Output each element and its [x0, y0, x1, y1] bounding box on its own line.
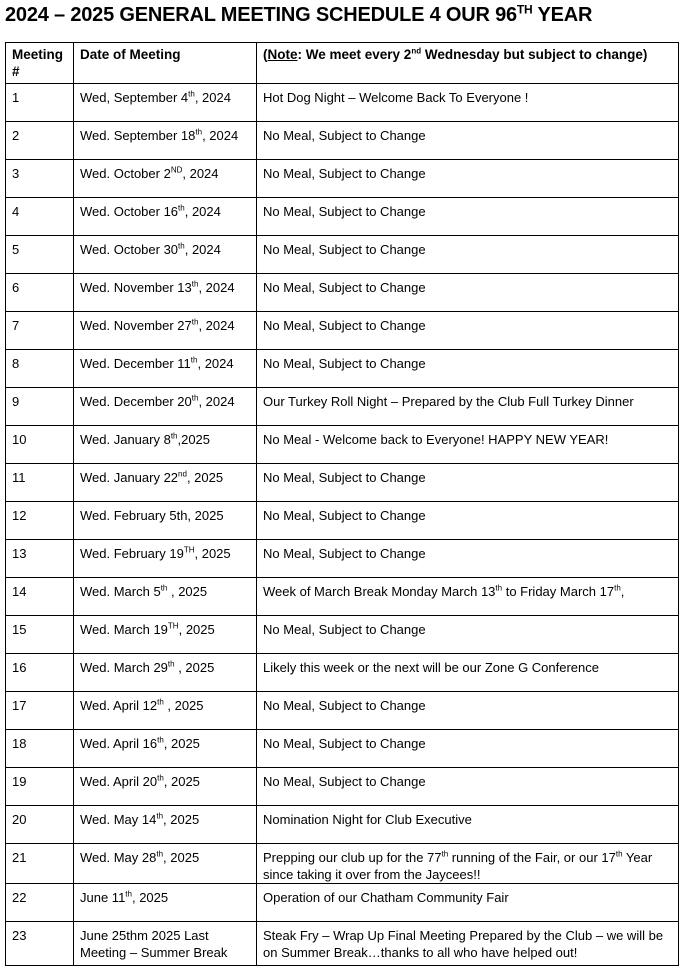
meeting-date-cell-sup: th — [170, 431, 178, 441]
meeting-note-cell — [257, 274, 679, 312]
meeting-note-cell — [257, 922, 679, 966]
meeting-date-cell-text: Wed. February 5th, 2025 — [80, 508, 224, 523]
meeting-date-cell — [74, 578, 257, 616]
meeting-note-cell-text: Year since taking it over from the Jaycees!! — [263, 850, 653, 882]
meeting-note-cell — [257, 160, 679, 198]
meeting-date-cell-text: Wed. December 20 — [80, 394, 192, 409]
meeting-note-cell — [257, 768, 679, 806]
meeting-note-cell-text: No Meal, Subject to Change — [263, 546, 426, 561]
meeting-number-cell: 9 — [6, 388, 74, 426]
table-row — [6, 160, 679, 198]
meeting-date-cell-text: Wed. October 30 — [80, 242, 179, 257]
meeting-date-cell — [74, 464, 257, 502]
meeting-date-cell-sup: th — [167, 659, 175, 669]
meeting-note-cell — [257, 122, 679, 160]
meeting-number-cell: 11 — [6, 464, 74, 502]
meeting-date-cell — [74, 616, 257, 654]
meeting-note-cell — [257, 350, 679, 388]
meeting-date-cell-text: , 2024 — [198, 280, 235, 295]
meeting-note-cell-text: Prepping our club up for the 77 — [263, 850, 442, 865]
meeting-date-cell-sup: th — [157, 735, 164, 745]
table-row — [6, 350, 679, 388]
meeting-date-cell-text: , 2024 — [198, 394, 235, 409]
meeting-date-cell-sup: th — [125, 889, 132, 899]
meeting-note-cell — [257, 692, 679, 730]
meeting-number-cell: 18 — [6, 730, 74, 768]
meeting-date-cell — [74, 160, 257, 198]
meeting-number-cell: 17 — [6, 692, 74, 730]
title-end: YEAR — [532, 4, 593, 26]
meeting-date-cell — [74, 730, 257, 768]
meeting-date-cell-text: , 2025 — [178, 622, 215, 637]
meeting-date-cell-text: Wed, September 4 — [80, 90, 189, 105]
meeting-date-cell — [74, 692, 257, 730]
meeting-note-cell-text: No Meal, Subject to Change — [263, 318, 426, 333]
meeting-date-cell — [74, 654, 257, 692]
meeting-date-cell-text: , 2025 — [131, 890, 169, 905]
meeting-note-cell-sup: th — [495, 583, 503, 593]
meeting-date-cell-text: Wed. December 11 — [80, 356, 191, 371]
table-row — [6, 806, 679, 844]
meeting-date-cell-text: Wed. October 16 — [80, 204, 179, 219]
meeting-date-cell-text: , 2025 — [194, 546, 231, 561]
meeting-date-cell-sup: th — [191, 279, 199, 289]
meeting-note-cell-text: No Meal, Subject to Change — [263, 698, 426, 713]
table-row — [6, 464, 679, 502]
meeting-date-cell-sup: TH — [167, 621, 179, 631]
meeting-date-cell-text: , 2024 — [197, 356, 234, 371]
meeting-date-cell — [74, 502, 257, 540]
header-note-sup: nd — [411, 46, 422, 56]
meeting-date-cell — [74, 768, 257, 806]
meeting-number-cell: 5 — [6, 236, 74, 274]
table-row — [6, 578, 679, 616]
meeting-number-cell: 19 — [6, 768, 74, 806]
meeting-date-cell-text: Wed. November 27 — [80, 318, 192, 333]
meeting-note-cell-text: to Friday March 17 — [502, 584, 615, 599]
meeting-note-cell — [257, 844, 679, 884]
meeting-date-cell-sup: th — [156, 811, 164, 821]
table-row — [6, 730, 679, 768]
header-note-open: ( — [263, 47, 268, 62]
meeting-date-cell-sup: th — [191, 393, 199, 403]
meeting-date-cell-text: Wed. January 8 — [80, 432, 171, 447]
meeting-number-cell: 22 — [6, 884, 74, 922]
meeting-date-cell-text: Wed. February 19 — [80, 546, 184, 561]
meeting-number-cell: 3 — [6, 160, 74, 198]
meeting-date-cell-text: Wed. May 14 — [80, 812, 157, 827]
meeting-note-cell — [257, 616, 679, 654]
meeting-date-cell-text: , 2024 — [184, 242, 221, 257]
meeting-note-cell-text: Week of March Break Monday March 13 — [263, 584, 496, 599]
table-body — [6, 84, 679, 966]
table-row — [6, 122, 679, 160]
meeting-note-cell-text: No Meal, Subject to Change — [263, 280, 426, 295]
meeting-date-cell-text: , 2025 — [163, 774, 200, 789]
table-row — [6, 84, 679, 122]
meeting-number-cell: 15 — [6, 616, 74, 654]
table-row — [6, 274, 679, 312]
meeting-note-cell-text: No Meal, Subject to Change — [263, 774, 426, 789]
meeting-date-cell-text: , 2024 — [202, 128, 239, 143]
meeting-note-cell — [257, 502, 679, 540]
meeting-note-cell-text: Likely this week or the next will be our Zone G Conference — [263, 660, 600, 675]
meeting-date-cell — [74, 350, 257, 388]
meeting-note-cell — [257, 654, 679, 692]
table-row — [6, 198, 679, 236]
meeting-schedule-table — [5, 42, 679, 966]
meeting-number-cell: 23 — [6, 922, 74, 966]
table-row — [6, 502, 679, 540]
meeting-date-cell — [74, 426, 257, 464]
header-meeting-number: Meeting # — [6, 43, 74, 84]
meeting-date-cell-sup: th — [157, 697, 164, 707]
table-row — [6, 692, 679, 730]
meeting-note-cell — [257, 388, 679, 426]
meeting-date-cell-text: , 2025 — [167, 584, 208, 599]
title-main: 2024 – 2025 GENERAL MEETING SCHEDULE 4 OUR 96 — [5, 4, 517, 26]
meeting-date-cell-text: Wed. March 29 — [80, 660, 168, 675]
meeting-note-cell-text: No Meal, Subject to Change — [263, 128, 426, 143]
meeting-note-cell-text: Operation of our Chatham Community Fair — [263, 890, 509, 905]
header-note — [257, 43, 679, 84]
table-row — [6, 654, 679, 692]
meeting-note-cell-text: No Meal, Subject to Change — [263, 508, 426, 523]
meeting-date-cell-sup: th — [191, 317, 199, 327]
page-title — [5, 4, 592, 27]
meeting-number-cell: 21 — [6, 844, 74, 884]
table-row — [6, 388, 679, 426]
meeting-note-cell-text: running of the Fair, or our 17 — [448, 850, 616, 865]
meeting-note-cell — [257, 426, 679, 464]
meeting-date-cell-sup: th — [178, 241, 185, 251]
meeting-date-cell-text: Wed. March 19 — [80, 622, 168, 637]
meeting-date-cell-text: , 2025 — [163, 812, 200, 827]
meeting-note-cell-text: Nomination Night for Club Executive — [263, 812, 472, 827]
meeting-note-cell-text: , — [620, 584, 625, 599]
meeting-date-cell-sup: th — [188, 89, 195, 99]
table-row — [6, 768, 679, 806]
meeting-number-cell: 20 — [6, 806, 74, 844]
title-sup: TH — [516, 2, 533, 17]
meeting-date-cell-sup: th — [156, 849, 164, 859]
meeting-date-cell-text: , 2025 — [163, 850, 200, 865]
meeting-date-cell-text: , 2025 — [186, 470, 224, 485]
meeting-date-cell-text: Wed. April 16 — [80, 736, 158, 751]
meeting-note-cell — [257, 884, 679, 922]
table-row — [6, 426, 679, 464]
meeting-number-cell: 2 — [6, 122, 74, 160]
meeting-date-cell — [74, 312, 257, 350]
header-note-label: Note — [267, 47, 298, 62]
table-row — [6, 312, 679, 350]
meeting-note-cell — [257, 84, 679, 122]
meeting-date-cell — [74, 806, 257, 844]
meeting-date-cell — [74, 844, 257, 884]
meeting-note-cell-text: Our Turkey Roll Night – Prepared by the Club Full Turkey Dinner — [263, 394, 634, 409]
meeting-date-cell-text: ,2025 — [177, 432, 211, 447]
meeting-date-cell — [74, 274, 257, 312]
meeting-date-cell-sup: th — [157, 773, 164, 783]
meeting-number-cell: 6 — [6, 274, 74, 312]
meeting-date-cell-text: Wed. January 22 — [80, 470, 179, 485]
meeting-date-cell-text: Wed. October 2 — [80, 166, 171, 181]
meeting-note-cell-text: No Meal, Subject to Change — [263, 470, 426, 485]
meeting-date-cell-sup: th — [195, 127, 203, 137]
meeting-date-cell-sup: nd — [178, 469, 187, 479]
meeting-date-cell-text: Wed. April 20 — [80, 774, 158, 789]
meeting-note-cell-text: No Meal, Subject to Change — [263, 356, 426, 371]
meeting-note-cell-text: No Meal - Welcome back to Everyone! HAPPY NEW YEAR! — [263, 432, 609, 447]
meeting-date-cell-text: , 2024 — [184, 204, 221, 219]
meeting-number-cell: 1 — [6, 84, 74, 122]
table-row — [6, 844, 679, 884]
meeting-note-cell — [257, 312, 679, 350]
header-note-post: Wednesday but subject to change) — [421, 47, 648, 62]
meeting-date-cell — [74, 122, 257, 160]
meeting-note-cell — [257, 806, 679, 844]
table-header-row — [6, 43, 679, 84]
meeting-date-cell-text: , 2025 — [163, 736, 200, 751]
meeting-date-cell-text: , 2024 — [198, 318, 235, 333]
meeting-date-cell-text: , 2024 — [194, 90, 231, 105]
meeting-note-cell-text: Steak Fry – Wrap Up Final Meeting Prepared by the Club – we will be on Summer Break…thanks to all who have helped out! — [263, 928, 664, 960]
meeting-date-cell-text: Wed. April 12 — [80, 698, 158, 713]
meeting-date-cell-sup: th — [160, 583, 168, 593]
meeting-date-cell — [74, 198, 257, 236]
meeting-note-cell-sup: th — [614, 583, 621, 593]
meeting-note-cell-text: No Meal, Subject to Change — [263, 166, 426, 181]
table-row — [6, 616, 679, 654]
meeting-date-cell — [74, 388, 257, 426]
meeting-number-cell: 13 — [6, 540, 74, 578]
table-row — [6, 540, 679, 578]
meeting-number-cell: 10 — [6, 426, 74, 464]
meeting-number-cell: 7 — [6, 312, 74, 350]
meeting-number-cell: 14 — [6, 578, 74, 616]
meeting-note-cell-text: No Meal, Subject to Change — [263, 736, 426, 751]
meeting-note-cell-text: Hot Dog Night – Welcome Back To Everyone ! — [263, 90, 529, 105]
meeting-date-cell — [74, 84, 257, 122]
meeting-note-cell — [257, 578, 679, 616]
meeting-note-cell — [257, 464, 679, 502]
meeting-date-cell-text: Wed. September 18 — [80, 128, 196, 143]
meeting-date-cell-text: , 2024 — [182, 166, 219, 181]
meeting-number-cell: 12 — [6, 502, 74, 540]
meeting-note-cell-sup: th — [615, 849, 623, 859]
meeting-date-cell-text: Wed. May 28 — [80, 850, 157, 865]
meeting-date-cell-text: Wed. March 5 — [80, 584, 161, 599]
meeting-note-cell — [257, 198, 679, 236]
meeting-note-cell — [257, 236, 679, 274]
meeting-note-cell-text: No Meal, Subject to Change — [263, 622, 426, 637]
table-row — [6, 884, 679, 922]
meeting-number-cell: 8 — [6, 350, 74, 388]
meeting-date-cell — [74, 922, 257, 966]
meeting-date-cell-sup: ND — [170, 165, 183, 175]
meeting-date-cell-text: , 2025 — [174, 660, 215, 675]
meeting-date-cell-sup: TH — [183, 545, 195, 555]
meeting-date-cell-text: June 25thm 2025 Last Meeting – Summer Break — [80, 928, 228, 960]
header-date-of-meeting: Date of Meeting — [74, 43, 257, 84]
meeting-date-cell-text: , 2025 — [163, 698, 204, 713]
meeting-number-cell: 16 — [6, 654, 74, 692]
meeting-note-cell-text: No Meal, Subject to Change — [263, 242, 426, 257]
meeting-date-cell-text: June 11 — [80, 890, 126, 905]
meeting-date-cell-text: Wed. November 13 — [80, 280, 192, 295]
meeting-date-cell — [74, 540, 257, 578]
meeting-note-cell-sup: th — [441, 849, 449, 859]
meeting-note-cell — [257, 730, 679, 768]
meeting-date-cell — [74, 236, 257, 274]
table-row — [6, 236, 679, 274]
header-note-pre: : We meet every 2 — [297, 47, 412, 62]
meeting-date-cell — [74, 884, 257, 922]
meeting-number-cell: 4 — [6, 198, 74, 236]
meeting-date-cell-sup: th — [178, 203, 185, 213]
meeting-note-cell-text: No Meal, Subject to Change — [263, 204, 426, 219]
meeting-date-cell-sup: th — [190, 355, 198, 365]
table-row — [6, 922, 679, 966]
meeting-note-cell — [257, 540, 679, 578]
